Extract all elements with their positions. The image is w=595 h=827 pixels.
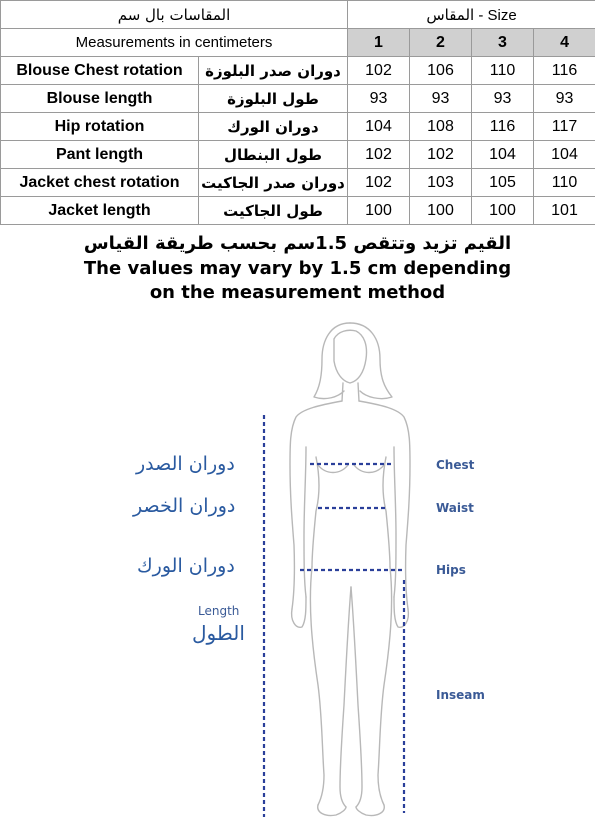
row-label-en: Jacket length [1,197,199,225]
table-cell: 110 [534,169,595,197]
table-cell: 105 [472,169,534,197]
table-cell: 104 [472,141,534,169]
table-cell: 117 [534,113,595,141]
table-cell: 100 [348,197,410,225]
table-cell: 101 [534,197,595,225]
header-measurements-en: Measurements in centimeters [1,29,348,57]
row-label-ar: طول البنطال [199,141,348,169]
table-header-row-1 [1,1,595,29]
table-cell: 106 [410,57,472,85]
table-cell: 104 [348,113,410,141]
table-row [1,85,595,113]
table-row [1,57,595,85]
row-label-ar: دوران صدر البلوزة [199,57,348,85]
table-cell: 102 [348,141,410,169]
length-label-ar: الطول [192,621,245,645]
row-label-ar: طول البلوزة [199,85,348,113]
row-label-en: Jacket chest rotation [1,169,199,197]
table-cell: 102 [348,57,410,85]
table-row [1,169,595,197]
size-3-header: 3 [472,29,534,57]
body-figure-illustration [0,305,595,822]
variance-note-en-line1: The values may vary by 1.5 cm depending [0,258,595,279]
table-cell: 100 [410,197,472,225]
table-cell: 100 [472,197,534,225]
chest-label-en: Chest [436,458,474,472]
variance-note-ar: القيم تزيد وتتقص 1.5سم بحسب طريقة القياس [0,233,595,254]
waist-label-en: Waist [436,501,474,515]
table-cell: 93 [534,85,595,113]
row-label-ar: طول الجاكيت [199,197,348,225]
table-cell: 93 [410,85,472,113]
table-header-row-2 [1,29,595,57]
table-cell: 110 [472,57,534,85]
table-cell: 102 [410,141,472,169]
row-label-en: Blouse Chest rotation [1,57,199,85]
table-cell: 93 [348,85,410,113]
header-measurements-ar: المقاسات بال سم [1,1,348,29]
header-size: المقاس - Size [348,1,595,29]
inseam-label-en: Inseam [436,688,485,702]
table-cell: 102 [348,169,410,197]
table-row [1,141,595,169]
table-cell: 103 [410,169,472,197]
hips-label-ar: دوران الورك [137,555,235,577]
table-row [1,113,595,141]
size-chart-table [0,0,595,225]
table-row [1,197,595,225]
hips-label-en: Hips [436,563,466,577]
row-label-en: Hip rotation [1,113,199,141]
measurement-diagram [0,305,595,822]
table-cell: 93 [472,85,534,113]
size-2-header: 2 [410,29,472,57]
chest-label-ar: دوران الصدر [136,453,235,475]
row-label-ar: دوران صدر الجاكيت [199,169,348,197]
length-label-en: Length [198,604,239,618]
table-cell: 108 [410,113,472,141]
table-cell: 116 [472,113,534,141]
row-label-ar: دوران الورك [199,113,348,141]
row-label-en: Blouse length [1,85,199,113]
table-cell: 116 [534,57,595,85]
waist-label-ar: دوران الخصر [133,495,235,517]
variance-note-en-line2: on the measurement method [0,282,595,303]
size-4-header: 4 [534,29,595,57]
row-label-en: Pant length [1,141,199,169]
size-1-header: 1 [348,29,410,57]
table-cell: 104 [534,141,595,169]
